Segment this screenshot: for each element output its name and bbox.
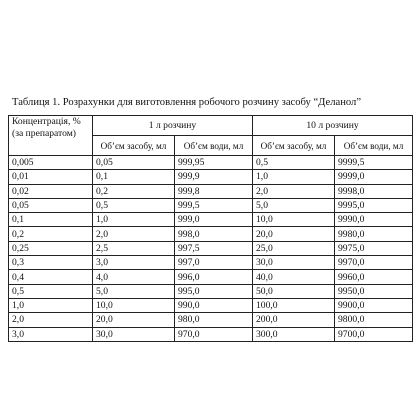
header-concentration	[9, 116, 93, 156]
cell-agent-1l: 0,05	[93, 156, 175, 170]
cell-concentration: 3,0	[9, 327, 93, 341]
cell-concentration: 0,1	[9, 213, 93, 227]
cell-agent-10l: 100,0	[253, 298, 335, 312]
cell-concentration: 0,02	[9, 184, 93, 198]
table-row	[9, 213, 413, 227]
table-row	[9, 270, 413, 284]
cell-water-10l: 9980,0	[335, 227, 413, 241]
cell-concentration: 0,2	[9, 227, 93, 241]
cell-concentration: 0,25	[9, 241, 93, 255]
cell-water-1l: 999,8	[175, 184, 253, 198]
document-page	[8, 96, 414, 342]
cell-water-1l: 999,0	[175, 213, 253, 227]
cell-concentration: 0,4	[9, 270, 93, 284]
cell-concentration: 0,005	[9, 156, 93, 170]
cell-agent-1l: 30,0	[93, 327, 175, 341]
cell-concentration: 0,5	[9, 284, 93, 298]
cell-concentration: 0,3	[9, 256, 93, 270]
header-concentration-line1: Концентрація, %	[12, 116, 81, 127]
cell-agent-1l: 4,0	[93, 270, 175, 284]
cell-water-10l: 9950,0	[335, 284, 413, 298]
cell-agent-10l: 20,0	[253, 227, 335, 241]
table-row	[9, 184, 413, 198]
cell-water-1l: 980,0	[175, 313, 253, 327]
cell-water-10l: 9990,0	[335, 213, 413, 227]
cell-agent-1l: 2,5	[93, 241, 175, 255]
header-agent-10l: Об’єм засобу, мл	[253, 136, 335, 156]
calculation-table	[8, 115, 413, 342]
table-row	[9, 227, 413, 241]
table-row	[9, 327, 413, 341]
cell-water-1l: 990,0	[175, 298, 253, 312]
cell-water-10l: 9998,0	[335, 184, 413, 198]
cell-agent-10l: 50,0	[253, 284, 335, 298]
cell-water-1l: 998,0	[175, 227, 253, 241]
cell-water-1l: 995,0	[175, 284, 253, 298]
cell-agent-10l: 25,0	[253, 241, 335, 255]
cell-water-1l: 996,0	[175, 270, 253, 284]
cell-agent-10l: 40,0	[253, 270, 335, 284]
header-row-groups	[9, 116, 413, 136]
table-caption: Таблиця 1. Розрахунки для виготовлення робочого розчину засобу “Деланол”	[12, 97, 362, 108]
cell-water-10l: 9975,0	[335, 241, 413, 255]
table-row	[9, 298, 413, 312]
table-row	[9, 170, 413, 184]
cell-water-1l: 970,0	[175, 327, 253, 341]
cell-agent-10l: 5,0	[253, 198, 335, 212]
cell-concentration: 0,01	[9, 170, 93, 184]
table-row	[9, 313, 413, 327]
cell-agent-10l: 2,0	[253, 184, 335, 198]
header-group-1l: 1 л розчину	[93, 116, 253, 136]
cell-water-10l: 9960,0	[335, 270, 413, 284]
cell-water-10l: 9999,5	[335, 156, 413, 170]
cell-agent-1l: 0,5	[93, 198, 175, 212]
table-row	[9, 156, 413, 170]
cell-agent-10l: 1,0	[253, 170, 335, 184]
cell-water-1l: 997,5	[175, 241, 253, 255]
table-row	[9, 256, 413, 270]
cell-agent-1l: 0,1	[93, 170, 175, 184]
cell-water-10l: 9995,0	[335, 198, 413, 212]
table-row	[9, 241, 413, 255]
cell-agent-10l: 0,5	[253, 156, 335, 170]
header-water-1l: Об’єм води, мл	[175, 136, 253, 156]
cell-water-1l: 999,95	[175, 156, 253, 170]
cell-water-1l: 997,0	[175, 256, 253, 270]
cell-agent-1l: 1,0	[93, 213, 175, 227]
cell-agent-10l: 30,0	[253, 256, 335, 270]
cell-concentration: 0,05	[9, 198, 93, 212]
cell-water-10l: 9970,0	[335, 256, 413, 270]
cell-agent-10l: 10,0	[253, 213, 335, 227]
cell-agent-10l: 200,0	[253, 313, 335, 327]
cell-water-1l: 999,5	[175, 198, 253, 212]
cell-agent-1l: 5,0	[93, 284, 175, 298]
cell-water-1l: 999,9	[175, 170, 253, 184]
cell-water-10l: 9700,0	[335, 327, 413, 341]
cell-water-10l: 9999,0	[335, 170, 413, 184]
cell-agent-1l: 3,0	[93, 256, 175, 270]
cell-agent-1l: 20,0	[93, 313, 175, 327]
cell-agent-10l: 300,0	[253, 327, 335, 341]
header-agent-1l: Об’єм засобу, мл	[93, 136, 175, 156]
table-row	[9, 284, 413, 298]
cell-water-10l: 9900,0	[335, 298, 413, 312]
header-water-10l: Об’єм води, мл	[335, 136, 413, 156]
cell-agent-1l: 2,0	[93, 227, 175, 241]
cell-concentration: 2,0	[9, 313, 93, 327]
header-concentration-line2: (за препаратом)	[12, 128, 76, 139]
cell-concentration: 1,0	[9, 298, 93, 312]
cell-water-10l: 9800,0	[335, 313, 413, 327]
header-group-10l: 10 л розчину	[253, 116, 413, 136]
cell-agent-1l: 10,0	[93, 298, 175, 312]
cell-agent-1l: 0,2	[93, 184, 175, 198]
table-row	[9, 198, 413, 212]
